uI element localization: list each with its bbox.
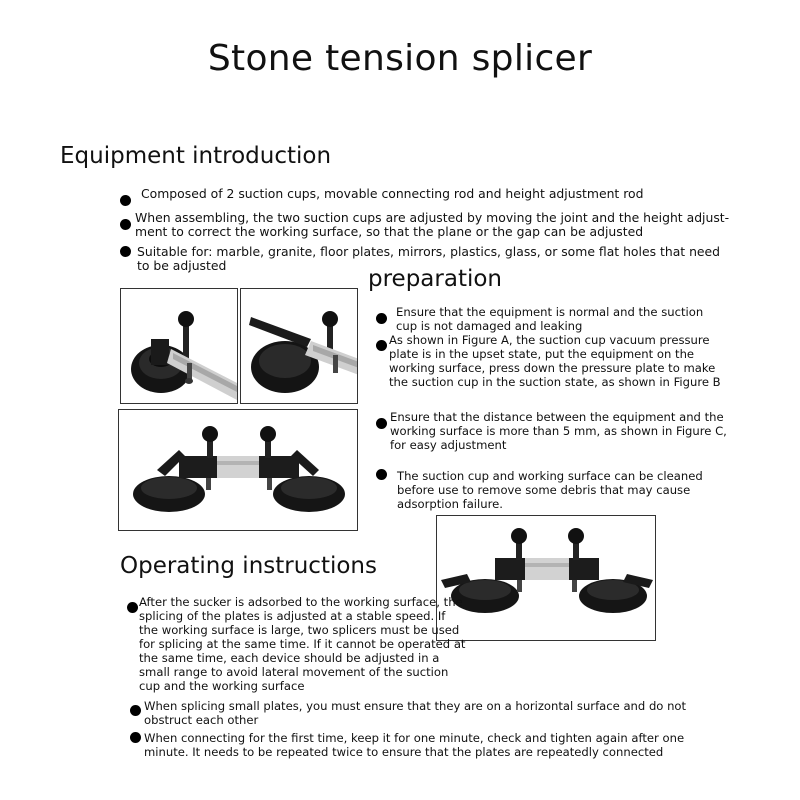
preparation-item: Ensure that the equipment is normal and the suction cup is not damaged and leaking xyxy=(396,305,704,333)
preparation-item: The suction cup and working surface can be cleaned before use to remove some debris that may cause adsorption failure. xyxy=(397,469,703,511)
figure-c-image xyxy=(118,409,358,531)
bullet-icon xyxy=(130,732,141,743)
equipment-item: Suitable for: marble, granite, floor plates, mirrors, plastics, glass, or some flat holes that need to be adjusted xyxy=(137,244,721,273)
bullet-icon xyxy=(376,418,387,429)
equipment-item: When assembling, the two suction cups are adjusted by moving the joint and the height adjust- ment to correct the working surface, so that the plane or the gap can be adjusted xyxy=(135,210,730,239)
preparation-item: Ensure that the distance between the equipment and the working surface is more than 5 mm, as shown in Figure C, for easy adjustment xyxy=(390,410,727,452)
figure-a-image xyxy=(120,288,238,404)
bullet-icon xyxy=(120,219,131,230)
equipment-item: Composed of 2 suction cups, movable connecting rod and height adjustment rod xyxy=(141,186,644,201)
section-heading-equipment: Equipment introduction xyxy=(60,143,332,169)
bullet-icon xyxy=(120,195,131,206)
section-heading-operating: Operating instructions xyxy=(120,553,377,579)
operating-item: When splicing small plates, you must ensure that they are on a horizontal surface and do not obstruct each other xyxy=(144,699,687,727)
preparation-item: As shown in Figure A, the suction cup vacuum pressure plate is in the upset state, put the equipment on the working surface, press down the pressure plate to make the suction cup in the suction state, as shown in Figure B xyxy=(389,333,721,389)
bullet-icon xyxy=(376,313,387,324)
section-heading-preparation: preparation xyxy=(368,266,503,292)
splicer-product-image xyxy=(436,515,656,641)
figure-b-image xyxy=(240,288,358,404)
page-title: Stone tension splicer xyxy=(207,38,593,79)
operating-item: After the sucker is adsorbed to the working surface, the splicing of the plates is adjusted at a stable speed. If the working surface is large, two splicers must be used for splicing at the same time. If it cannot be operated at the same time, each device should be adjusted in a small range to avoid lateral movement of the suction cup and the working surface xyxy=(139,595,466,693)
bullet-icon xyxy=(376,340,387,351)
bullet-icon xyxy=(120,246,131,257)
bullet-icon xyxy=(127,602,138,613)
bullet-icon xyxy=(130,705,141,716)
operating-item: When connecting for the first time, keep it for one minute, check and tighten again after one minute. It needs to be repeated twice to ensure that the plates are repeatedly connected xyxy=(144,731,685,759)
bullet-icon xyxy=(376,469,387,480)
